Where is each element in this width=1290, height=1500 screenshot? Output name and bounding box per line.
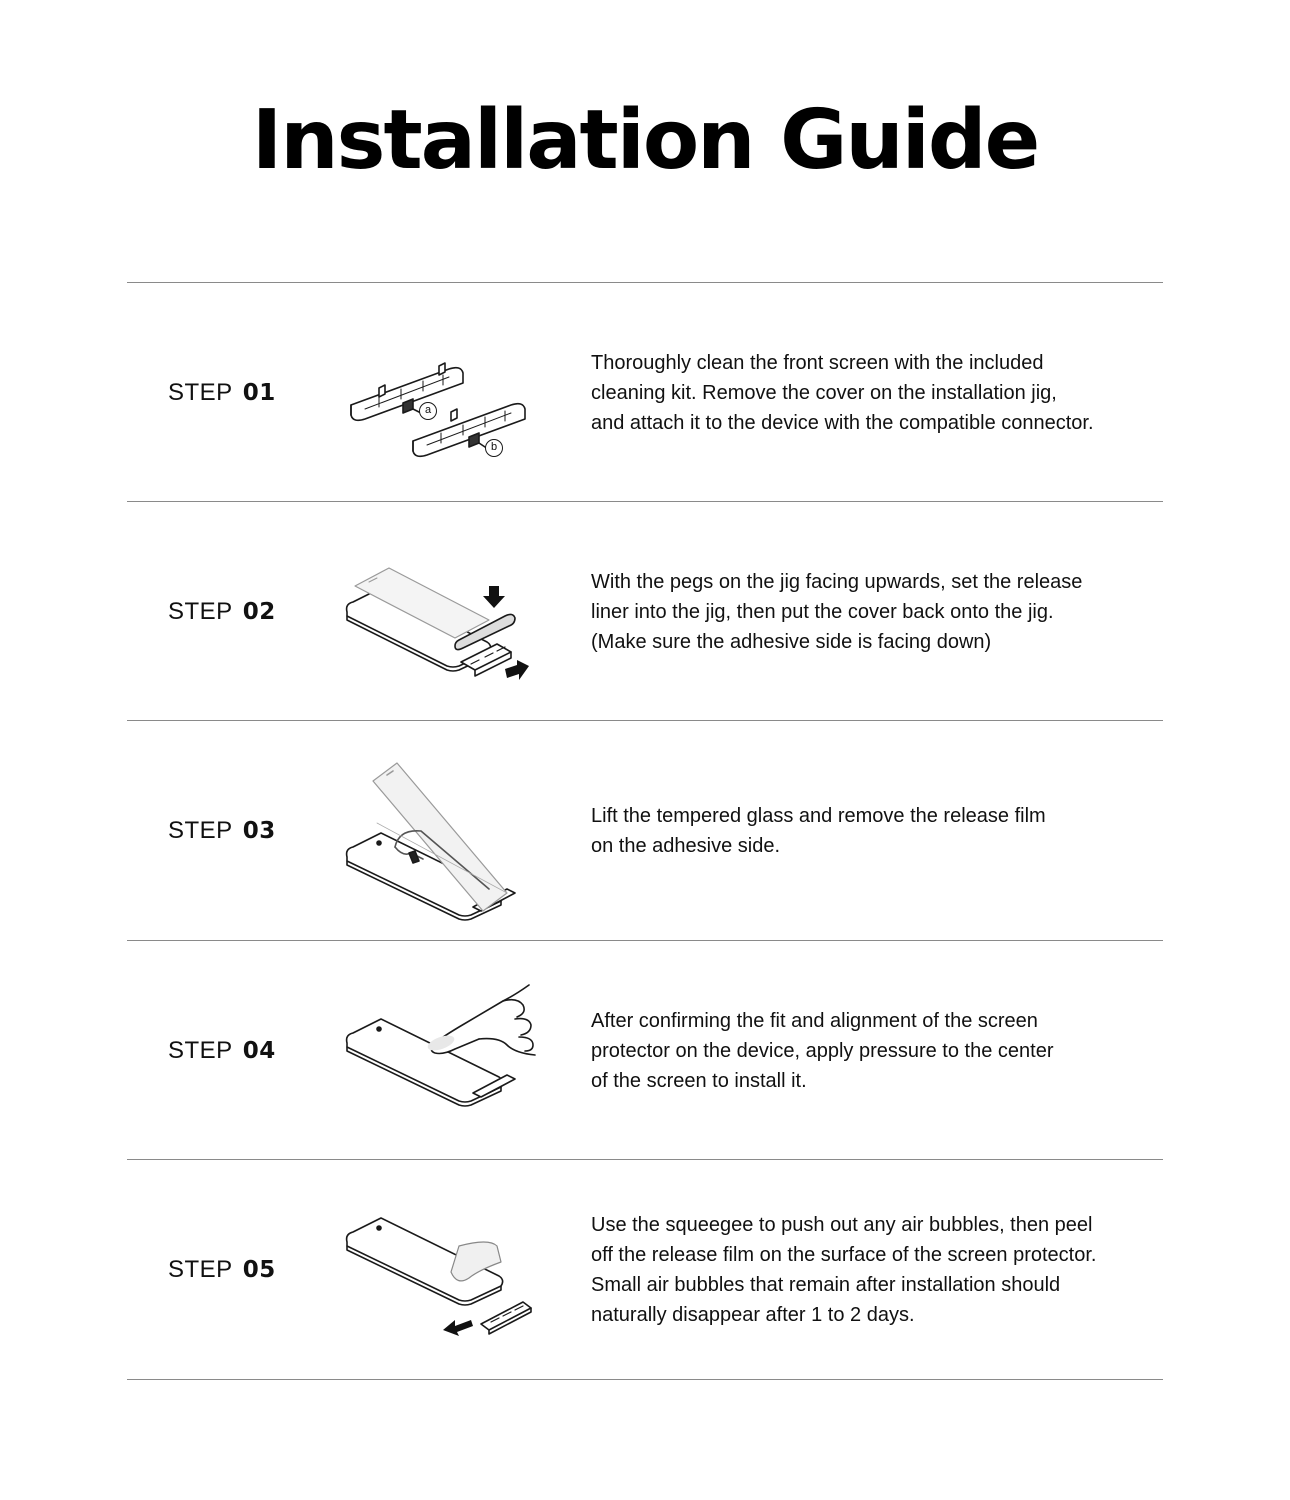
press-screen-icon <box>339 955 539 1145</box>
step-03 <box>127 721 1163 940</box>
step-label <box>168 598 276 626</box>
page-title: Installation Guide <box>251 93 1039 188</box>
description-line: on the adhesive side. <box>591 834 781 857</box>
step-02 <box>127 502 1163 721</box>
callout-a: a <box>419 402 437 420</box>
step-word: STEP <box>168 1036 233 1064</box>
lift-glass-icon <box>339 735 539 925</box>
step-number: 05 <box>242 1256 276 1283</box>
step-word: STEP <box>168 816 233 844</box>
description-line: (Make sure the adhesive side is facing down) <box>591 630 992 653</box>
callout-b: b <box>485 439 503 457</box>
step-04 <box>127 941 1163 1160</box>
step-label <box>168 1037 276 1065</box>
jig-parts-icon <box>339 297 539 487</box>
step-label <box>168 817 276 845</box>
description-line: liner into the jig, then put the cover back onto the jig. <box>591 600 1054 623</box>
divider <box>127 1379 1163 1380</box>
step-number: 01 <box>242 379 276 406</box>
description-line: cleaning kit. Remove the cover on the installation jig, <box>591 381 1057 404</box>
description-line: and attach it to the device with the compatible connector. <box>591 411 1094 434</box>
description-line: of the screen to install it. <box>591 1069 807 1092</box>
release-liner-icon <box>339 516 539 706</box>
step-description <box>591 1006 1151 1096</box>
step-label <box>168 1256 276 1284</box>
description-line: With the pegs on the jig facing upwards, set the release <box>591 570 1083 593</box>
description-line: protector on the device, apply pressure to the center <box>591 1039 1054 1062</box>
description-line: Small air bubbles that remain after installation should <box>591 1273 1061 1296</box>
description-line: naturally disappear after 1 to 2 days. <box>591 1303 915 1326</box>
step-word: STEP <box>168 378 233 406</box>
description-line: Lift the tempered glass and remove the release film <box>591 804 1046 827</box>
step-description <box>591 1210 1151 1330</box>
step-description <box>591 348 1151 438</box>
step-word: STEP <box>168 1255 233 1283</box>
step-description <box>591 567 1151 657</box>
step-01 <box>127 283 1163 502</box>
peel-film-icon <box>339 1174 539 1364</box>
description-line: Thoroughly clean the front screen with the included <box>591 351 1044 374</box>
step-number: 02 <box>242 598 276 625</box>
description-line: After confirming the fit and alignment of the screen <box>591 1009 1038 1032</box>
description-line: Use the squeegee to push out any air bubbles, then peel <box>591 1213 1093 1236</box>
step-word: STEP <box>168 597 233 625</box>
step-05 <box>127 1160 1163 1379</box>
step-number: 04 <box>242 1037 276 1064</box>
step-number: 03 <box>242 817 276 844</box>
description-line: off the release film on the surface of the screen protector. <box>591 1243 1097 1266</box>
step-label <box>168 379 276 407</box>
step-description <box>591 801 1151 861</box>
